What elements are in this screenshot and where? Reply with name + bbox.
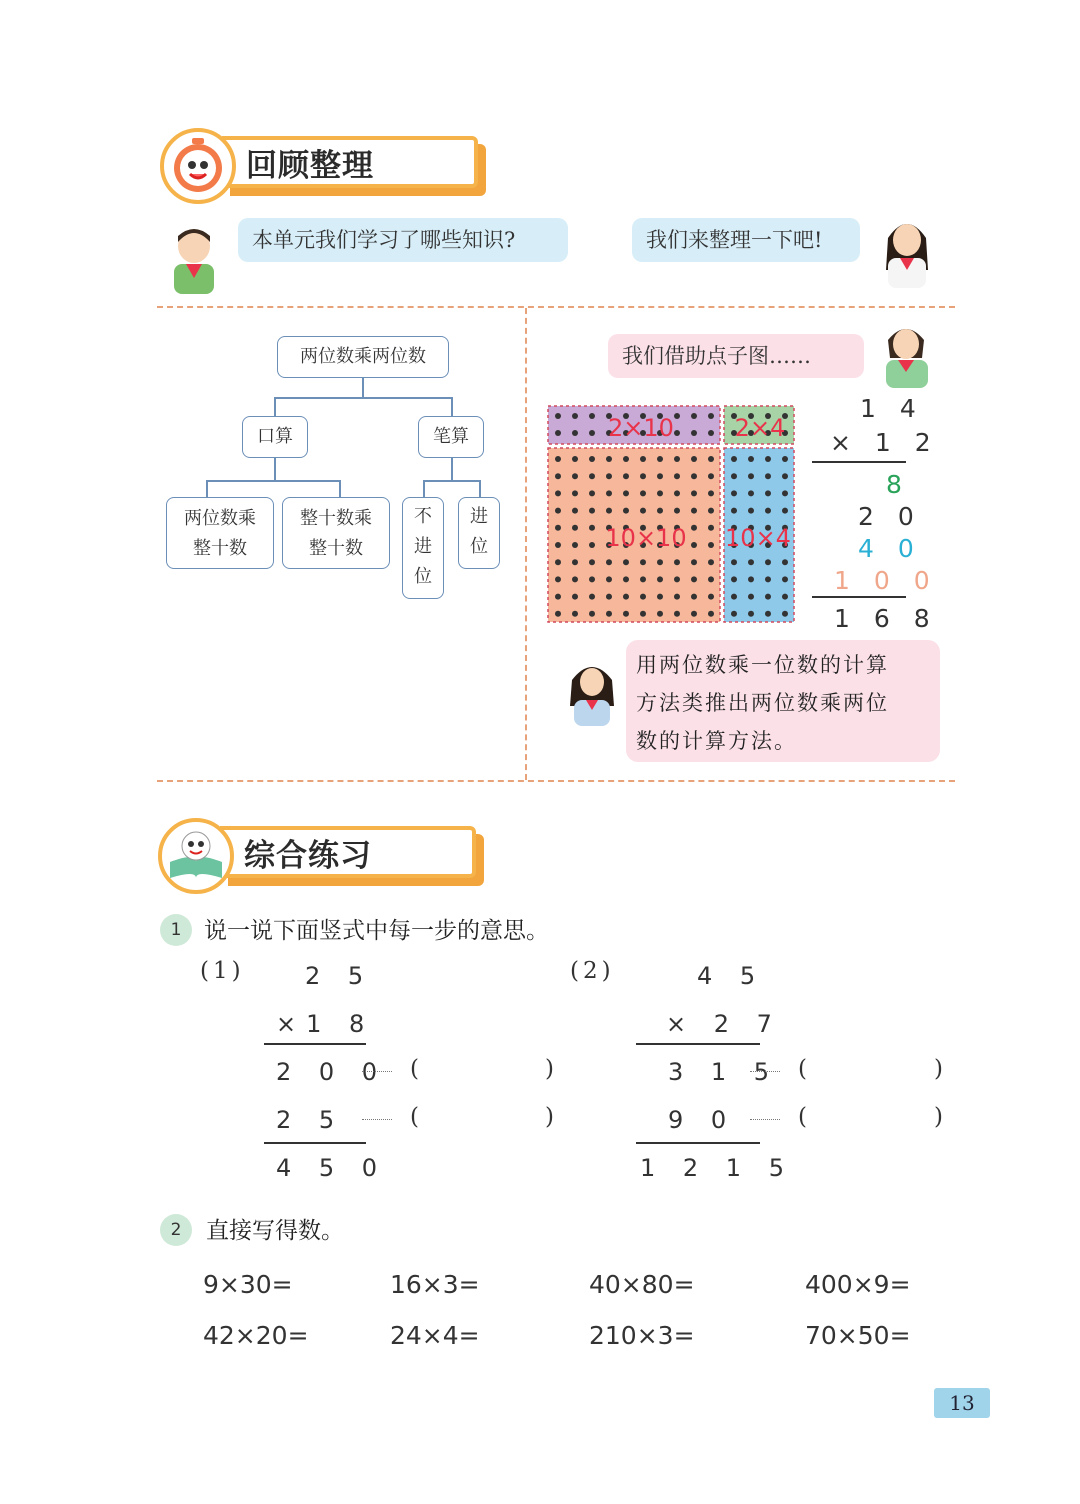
grid-dot — [674, 559, 680, 565]
grid-dot — [606, 576, 612, 582]
grid-dot — [657, 576, 663, 582]
grid-dot — [748, 456, 754, 462]
grid-dot — [640, 473, 646, 479]
label-10x10: 10×10 — [605, 524, 687, 552]
q2-item: 16×3= — [390, 1270, 480, 1299]
grid-dot — [708, 413, 714, 419]
grid-dot — [623, 508, 629, 514]
leaf-line: 两位数乘 — [184, 508, 256, 529]
tree-leaf-1 — [166, 497, 274, 569]
grid-dot — [782, 456, 788, 462]
grid-dot — [623, 611, 629, 617]
grid-dot — [555, 559, 561, 565]
tree-connector — [274, 397, 276, 417]
q1-p2-paren-close-1: ) — [934, 1056, 943, 1082]
q1-p2-paren-open-1: ( — [798, 1056, 807, 1082]
grid-dot — [782, 508, 788, 514]
dot-grid-figure — [546, 404, 798, 624]
girl2-avatar — [566, 656, 618, 726]
vm-row-3: 4 0 — [858, 534, 922, 563]
grid-dot — [691, 576, 697, 582]
grid-dot — [708, 559, 714, 565]
question-1-text: 说一说下面竖式中每一步的意思。 — [204, 918, 549, 944]
grid-dot — [640, 559, 646, 565]
grid-dot — [748, 490, 754, 496]
grid-dot — [691, 594, 697, 600]
tree-root: 两位数乘两位数 — [277, 336, 449, 378]
summary-line: 用两位数乘一位数的计算 — [636, 653, 889, 677]
tree-connector — [451, 458, 453, 480]
q1-p2-paren-open-2: ( — [798, 1104, 807, 1130]
tree-node-written: 笔算 — [418, 416, 484, 458]
grid-dot — [555, 430, 561, 436]
vm-row-4: 1 0 0 — [834, 566, 938, 595]
q1-p2-leader-2 — [750, 1119, 780, 1120]
grid-dot — [748, 473, 754, 479]
grid-dot — [572, 473, 578, 479]
grid-dot — [674, 508, 680, 514]
grid-dot — [691, 611, 697, 617]
grid-dot — [555, 611, 561, 617]
leaf-line: 整十数乘 — [300, 508, 372, 529]
grid-dot — [674, 611, 680, 617]
q1-p1-paren-close-1: ) — [545, 1056, 554, 1082]
leaf-char: 进 — [470, 506, 488, 527]
grid-dot — [589, 559, 595, 565]
q1-p2-result: 1 2 1 5 — [640, 1154, 794, 1182]
grid-dot — [674, 430, 680, 436]
leaf-char: 位 — [414, 566, 432, 587]
grid-dot — [606, 490, 612, 496]
grid-dot — [572, 542, 578, 548]
grid-dot — [782, 559, 788, 565]
grid-dot — [589, 490, 595, 496]
grid-dot — [674, 456, 680, 462]
boy-avatar — [164, 222, 230, 294]
grid-dot — [731, 508, 737, 514]
grid-dot — [674, 594, 680, 600]
grid-dot — [691, 559, 697, 565]
grid-dot — [731, 576, 737, 582]
grid-dot — [708, 611, 714, 617]
dotgrid-speech-bubble: 我们借助点子图…… — [608, 334, 864, 378]
grid-dot — [606, 473, 612, 479]
label-2x10: 2×10 — [608, 414, 674, 442]
grid-dot — [572, 413, 578, 419]
divider-top — [157, 306, 955, 308]
grid-dot — [708, 508, 714, 514]
vm-rule-1 — [812, 461, 906, 463]
grid-dot — [555, 542, 561, 548]
label-2x4: 2×4 — [734, 414, 786, 442]
grid-dot — [765, 456, 771, 462]
grid-dot — [555, 456, 561, 462]
grid-dot — [606, 456, 612, 462]
tree-connector — [423, 480, 425, 498]
grid-dot — [674, 473, 680, 479]
divider-vertical — [525, 308, 527, 780]
q1-p1-paren-open-1: ( — [410, 1056, 419, 1082]
tree-connector — [451, 397, 453, 417]
grid-dot — [748, 576, 754, 582]
grid-dot — [657, 611, 663, 617]
grid-dot — [572, 594, 578, 600]
grid-dot — [691, 430, 697, 436]
grid-dot — [657, 559, 663, 565]
section-title-practice: 综合练习 — [244, 838, 372, 874]
grid-dot — [765, 490, 771, 496]
vm-rule-2 — [812, 596, 906, 598]
grid-dot — [748, 611, 754, 617]
divider-bottom — [157, 780, 955, 782]
q2-item: 42×20= — [203, 1321, 309, 1350]
grid-dot — [640, 576, 646, 582]
grid-dot — [606, 559, 612, 565]
q2-item: 9×30= — [203, 1270, 293, 1299]
grid-dot — [589, 430, 595, 436]
grid-dot — [765, 611, 771, 617]
grid-dot — [765, 559, 771, 565]
leaf-char: 不 — [414, 506, 432, 527]
grid-dot — [708, 490, 714, 496]
label-10x4: 10×4 — [725, 524, 791, 552]
q1-p1-row-1: 2 0 0 — [276, 1058, 388, 1086]
q1-p2-times: × 2 7 — [666, 1010, 782, 1038]
grid-dot — [657, 456, 663, 462]
section-banner-practice — [158, 818, 418, 894]
summary-line: 数的计算方法。 — [636, 729, 797, 753]
grid-dot — [640, 490, 646, 496]
grid-dot — [691, 473, 697, 479]
grid-dot — [606, 594, 612, 600]
section-title-review: 回顾整理 — [246, 148, 374, 184]
grid-dot — [623, 576, 629, 582]
grid-dot — [691, 490, 697, 496]
tree-connector — [206, 480, 208, 498]
vm-times: × 1 2 — [830, 428, 939, 457]
grid-dot — [708, 576, 714, 582]
tree-leaf-3 — [402, 497, 444, 599]
q2-item: 70×50= — [805, 1321, 911, 1350]
grid-dot — [691, 413, 697, 419]
grid-dot — [731, 490, 737, 496]
grid-dot — [657, 594, 663, 600]
grid-dot — [691, 456, 697, 462]
grid-dot — [572, 490, 578, 496]
grid-dot — [782, 594, 788, 600]
tree-connector — [362, 378, 364, 398]
grid-dot — [572, 456, 578, 462]
q2-item: 210×3= — [589, 1321, 695, 1350]
grid-dot — [589, 456, 595, 462]
question-2-number: 2 — [160, 1214, 192, 1246]
q1-p2-top: 4 5 — [697, 962, 766, 990]
grid-dot — [782, 611, 788, 617]
boy-speech-bubble: 本单元我们学习了哪些知识? — [238, 218, 568, 262]
tree-connector — [423, 480, 480, 482]
girl-speech-bubble: 我们来整理一下吧! — [632, 218, 860, 262]
summary-bubble — [626, 640, 940, 762]
q1-p2-leader-1 — [750, 1071, 780, 1072]
grid-dot — [782, 576, 788, 582]
grid-dot — [731, 456, 737, 462]
grid-dot — [748, 508, 754, 514]
q1-p2-rule-1 — [636, 1043, 760, 1045]
tree-connector — [339, 480, 341, 498]
page-number: 13 — [934, 1388, 990, 1418]
tree-leaf-2 — [282, 497, 390, 569]
leaf-line: 整十数 — [309, 538, 363, 559]
grid-dot — [555, 576, 561, 582]
tree-node-mental: 口算 — [242, 416, 308, 458]
q1-p1-paren-open-2: ( — [410, 1104, 419, 1130]
grid-dot — [589, 508, 595, 514]
grid-dot — [765, 473, 771, 479]
grid-dot — [589, 576, 595, 582]
grid-dot — [708, 594, 714, 600]
grid-dot — [623, 490, 629, 496]
grid-dot — [589, 611, 595, 617]
leaf-line: 整十数 — [193, 538, 247, 559]
grid-dot — [708, 473, 714, 479]
vm-row-1: 8 — [886, 470, 902, 499]
grid-dot — [640, 508, 646, 514]
book-mascot-icon — [158, 818, 234, 894]
q1-p2-row-1: 3 1 5 — [668, 1058, 780, 1086]
grid-dot — [623, 473, 629, 479]
q1-part2-label: (2) — [570, 958, 615, 984]
grid-dot — [674, 413, 680, 419]
q2-item: 24×4= — [390, 1321, 480, 1350]
grid-dot — [555, 594, 561, 600]
grid-dot — [640, 611, 646, 617]
leaf-char: 位 — [470, 536, 488, 557]
teacher-avatar — [870, 318, 942, 388]
grid-dot — [589, 594, 595, 600]
grid-dot — [572, 508, 578, 514]
vm-result: 1 6 8 — [834, 604, 938, 633]
q1-p1-result: 4 5 0 — [276, 1154, 388, 1182]
grid-dot — [731, 594, 737, 600]
grid-dot — [691, 542, 697, 548]
grid-dot — [572, 611, 578, 617]
grid-dot — [623, 456, 629, 462]
q1-p1-row-2: 2 5 — [276, 1106, 345, 1134]
q2-item: 400×9= — [805, 1270, 911, 1299]
grid-dot — [708, 542, 714, 548]
grid-dot — [589, 473, 595, 479]
grid-dot — [782, 473, 788, 479]
girl-avatar — [874, 212, 940, 288]
question-1-number: 1 — [160, 914, 192, 946]
grid-dot — [674, 490, 680, 496]
grid-dot — [657, 508, 663, 514]
grid-dot — [782, 490, 788, 496]
q2-item: 40×80= — [589, 1270, 695, 1299]
grid-dot — [589, 542, 595, 548]
grid-dot — [691, 508, 697, 514]
section-banner-review — [160, 128, 420, 204]
grid-dot — [555, 490, 561, 496]
summary-line: 方法类推出两位数乘两位 — [636, 691, 889, 715]
q1-part1-label: (1) — [200, 958, 245, 984]
grid-dot — [572, 525, 578, 531]
q1-p2-row-2: 9 0 — [668, 1106, 737, 1134]
grid-dot — [555, 508, 561, 514]
tree-connector — [274, 397, 452, 399]
leaf-char: 进 — [414, 536, 432, 557]
q1-p1-rule-1 — [264, 1043, 366, 1045]
tree-connector — [206, 480, 340, 482]
grid-dot — [748, 559, 754, 565]
grid-dot — [731, 611, 737, 617]
vm-row-2: 2 0 — [858, 502, 922, 531]
vm-top: 1 4 — [860, 394, 924, 423]
grid-dot — [572, 430, 578, 436]
grid-dot — [731, 559, 737, 565]
grid-dot — [674, 576, 680, 582]
q1-p2-paren-close-2: ) — [934, 1104, 943, 1130]
grid-dot — [708, 525, 714, 531]
grid-dot — [555, 473, 561, 479]
question-2-text: 直接写得数。 — [206, 1218, 344, 1244]
grid-dot — [765, 576, 771, 582]
grid-dot — [731, 473, 737, 479]
grid-dot — [640, 456, 646, 462]
tree-connector — [274, 458, 276, 480]
q1-p1-leader-2 — [362, 1119, 392, 1120]
grid-dot — [748, 594, 754, 600]
grid-dot — [572, 559, 578, 565]
grid-dot — [589, 525, 595, 531]
q1-p1-leader-1 — [362, 1071, 392, 1072]
q1-p2-rule-2 — [636, 1142, 760, 1144]
grid-dot — [606, 611, 612, 617]
grid-dot — [589, 413, 595, 419]
grid-dot — [765, 594, 771, 600]
grid-dot — [606, 508, 612, 514]
q1-p1-times: ×1 8 — [276, 1010, 375, 1038]
grid-dot — [623, 594, 629, 600]
grid-dot — [691, 525, 697, 531]
grid-dot — [555, 413, 561, 419]
q1-p1-top: 2 5 — [305, 962, 374, 990]
grid-dot — [555, 525, 561, 531]
grid-dot — [623, 559, 629, 565]
q1-p1-paren-close-2: ) — [545, 1104, 554, 1130]
tree-connector — [479, 480, 481, 498]
grid-dot — [657, 490, 663, 496]
grid-dot — [640, 594, 646, 600]
grid-dot — [657, 473, 663, 479]
tree-leaf-4 — [458, 497, 500, 569]
grid-dot — [765, 508, 771, 514]
q1-p1-rule-2 — [264, 1142, 366, 1144]
grid-dot — [708, 456, 714, 462]
clock-mascot-icon — [160, 128, 236, 204]
grid-dot — [572, 576, 578, 582]
grid-dot — [708, 430, 714, 436]
